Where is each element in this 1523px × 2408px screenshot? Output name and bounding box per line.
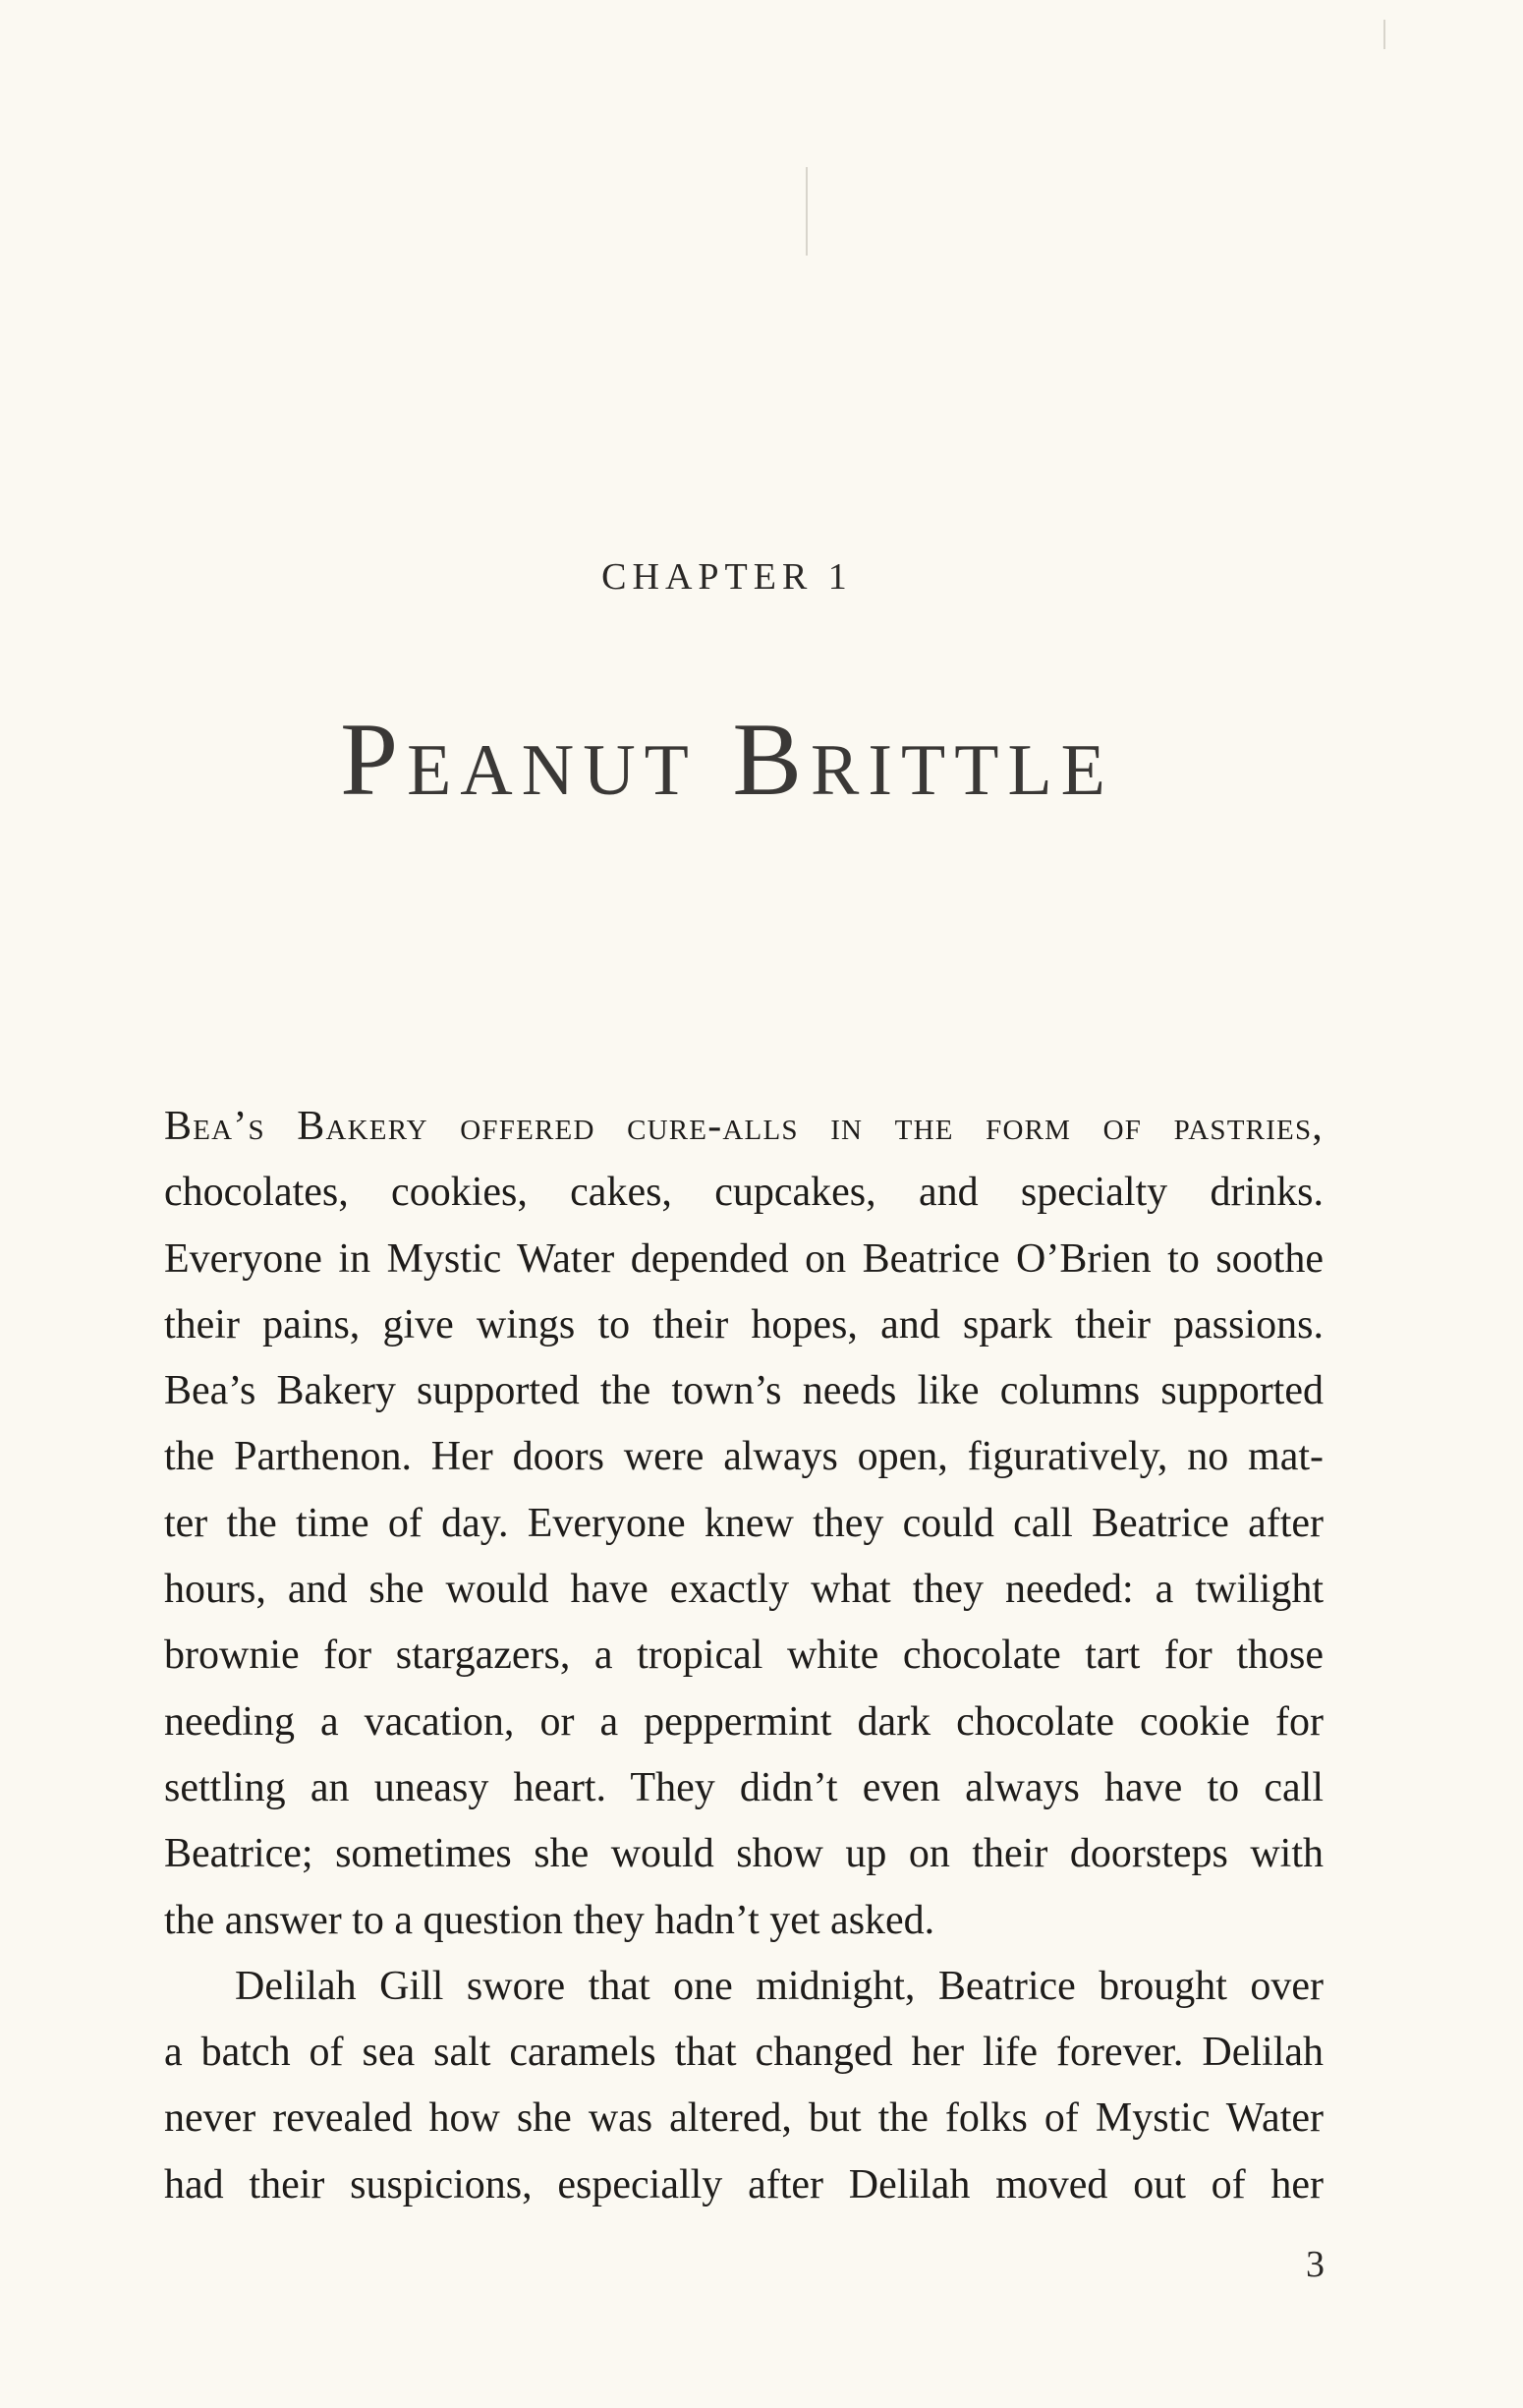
text-line: ter the time of day. Everyone knew they could call Beatrice after xyxy=(164,1500,1324,1546)
chapter-title: Peanut Brittle xyxy=(340,702,1114,817)
text-line: a batch of sea salt caramels that changed her life forever. Delilah xyxy=(164,2030,1324,2076)
text-line: Beatrice; sometimes she would show up on their doorsteps with xyxy=(164,1831,1324,1877)
text-line: had their suspicions, especially after Delilah moved out of her xyxy=(164,2161,1324,2207)
text-line: never revealed how she was altered, but the folks of Mystic Water xyxy=(164,2095,1324,2142)
text-line: Delilah Gill swore that one midnight, Beatrice brought over xyxy=(235,1963,1324,2009)
text-line: Bea’s Bakery offered cure-alls in the form of pastries, xyxy=(164,1104,1324,1149)
text-line: Bea’s Bakery supported the town’s needs like columns supported xyxy=(164,1368,1324,1414)
text-line: brownie for stargazers, a tropical white chocolate tart for those xyxy=(164,1633,1324,1679)
scan-artifact-line xyxy=(806,167,808,256)
body-text xyxy=(164,1094,1324,2218)
scan-artifact-line xyxy=(1383,20,1385,49)
text-line: chocolates, cookies, cakes, cupcakes, and specialty drinks. xyxy=(164,1170,1324,1216)
text-line: needing a vacation, or a peppermint dark chocolate cookie for xyxy=(164,1698,1324,1745)
text-line: the Parthenon. Her doors were always open, figuratively, no mat- xyxy=(164,1434,1324,1480)
text-line: Everyone in Mystic Water depended on Beatrice O’Brien to soothe xyxy=(164,1235,1324,1282)
chapter-label: CHAPTER 1 xyxy=(601,556,853,598)
page-number: 3 xyxy=(1306,2244,1325,2285)
text-line: their pains, give wings to their hopes, and spark their passions. xyxy=(164,1301,1324,1347)
text-line: settling an uneasy heart. They didn’t even always have to call xyxy=(164,1764,1324,1810)
text-line: hours, and she would have exactly what they needed: a twilight xyxy=(164,1567,1324,1613)
text-line: the answer to a question they hadn’t yet asked. xyxy=(164,1897,935,1943)
